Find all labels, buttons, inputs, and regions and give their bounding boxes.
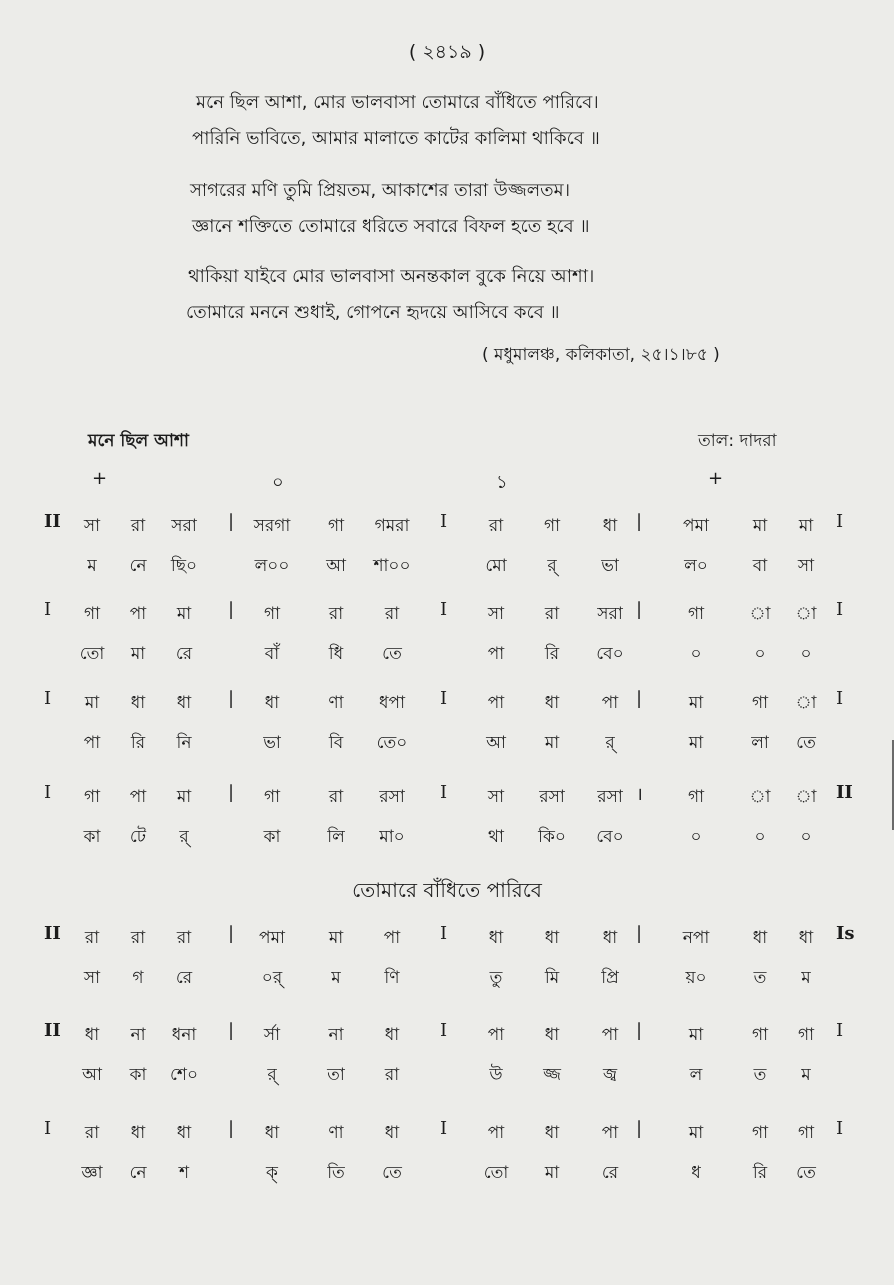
note-cell: ধা (602, 928, 618, 948)
note-cell: রা (544, 604, 560, 624)
lyric-line-5: থাকিয়া যাইবে মোর ভালবাসা অনন্তকাল বুকে নিয়ে আশা। (188, 266, 595, 287)
lyric-syllable: তো (79, 644, 105, 664)
bar-line: I (836, 599, 844, 620)
lyric-syllable: ম (87, 556, 97, 576)
note-cell: সা (487, 787, 505, 807)
bar-line: I (440, 1020, 448, 1041)
notation-note-row (0, 784, 894, 824)
lyric-syllable: নে (129, 1163, 147, 1183)
note-cell: পা (487, 693, 505, 713)
lyric-syllable: ম (331, 968, 341, 988)
notation-note-row (0, 925, 894, 965)
lyric-line-6: তোমারে মননে শুধাই, গোপনে হৃদয়ে আসিবে কবে ॥ (186, 302, 560, 323)
note-cell: রসা (379, 787, 405, 807)
note-cell: গা (751, 693, 769, 713)
bar-line: Is (836, 923, 855, 944)
lyric-syllable: তি (327, 1163, 345, 1183)
note-cell: সরগা (253, 516, 291, 536)
bar-line: | (228, 923, 235, 944)
note-cell: ণা (328, 1123, 344, 1143)
beat-marker-sam: + (92, 468, 108, 489)
note-cell: র্সা (263, 1025, 281, 1045)
note-cell: পা (487, 1025, 505, 1045)
note-cell: রসা (539, 787, 565, 807)
lyric-syllable: থা (488, 827, 504, 847)
bar-line: I (440, 511, 448, 532)
notation-lyric-row (0, 965, 894, 1005)
lyric-syllable: রে (175, 644, 193, 664)
note-cell: রা (328, 787, 344, 807)
page-number: ( ২৪১৯ ) (408, 41, 486, 63)
lyric-syllable: কি০ (538, 827, 566, 847)
note-cell: পা (129, 604, 147, 624)
note-cell: সরা (597, 604, 623, 624)
note-cell: গা (797, 1123, 815, 1143)
note-cell: রা (84, 1123, 100, 1143)
note-cell: ধা (798, 928, 814, 948)
lyric-syllable: ল০ (684, 556, 708, 576)
bar-line: I (44, 599, 52, 620)
bar-line: I (44, 688, 52, 709)
note-cell: ধা (544, 1025, 560, 1045)
note-cell: মা (688, 693, 704, 713)
lyric-line-3: সাগরের মণি তুমি প্রিয়তম, আকাশের তারা উজ্জলতম। (190, 180, 571, 201)
note-cell: মা (798, 516, 814, 536)
lyric-syllable: আ (82, 1065, 102, 1085)
lyric-syllable: ০ (800, 827, 812, 847)
lyric-syllable: গ (132, 968, 144, 988)
bar-line: II (44, 511, 61, 532)
lyric-syllable: ০র্ (261, 968, 283, 988)
lyric-syllable: লা (751, 733, 769, 753)
note-cell: গা (83, 787, 101, 807)
note-cell: রা (488, 516, 504, 536)
lyric-syllable: তে০ (376, 733, 408, 753)
note-cell: গা (263, 787, 281, 807)
lyric-syllable: ০ (690, 644, 702, 664)
beat-marker-khali: ০ (272, 472, 284, 493)
note-cell: রা (176, 928, 192, 948)
note-cell: পা (487, 1123, 505, 1143)
lyric-syllable: আ (486, 733, 506, 753)
note-cell: মা (84, 693, 100, 713)
bar-line: | (228, 1118, 235, 1139)
note-cell: ধা (752, 928, 768, 948)
lyric-syllable: মো (485, 556, 507, 576)
lyric-syllable: ভা (601, 556, 619, 576)
note-cell: ধা (84, 1025, 100, 1045)
notation-lyric-row (0, 730, 894, 770)
lyric-syllable: রে (175, 968, 193, 988)
bar-line: I (440, 599, 448, 620)
bar-line: | (636, 923, 643, 944)
lyric-syllable: ম (801, 1065, 811, 1085)
lyric-syllable: র্ (547, 556, 557, 576)
lyric-line-4: জ্ঞানে শক্তিতে তোমারে ধরিতে সবারে বিফল হতে হবে ॥ (192, 216, 590, 237)
lyric-syllable: বা (752, 556, 768, 576)
note-cell: ধপা (379, 693, 405, 713)
note-cell: া (795, 693, 817, 713)
note-cell: পা (601, 1025, 619, 1045)
note-cell: সা (487, 604, 505, 624)
bar-line: I (44, 782, 52, 803)
lyric-syllable: মা০ (379, 827, 405, 847)
note-cell: ধা (544, 693, 560, 713)
lyric-syllable: তে (382, 1163, 402, 1183)
note-cell: া (795, 604, 817, 624)
note-cell: রা (328, 604, 344, 624)
bar-line: II (836, 782, 853, 803)
note-cell: গা (263, 604, 281, 624)
lyric-syllable: ০ (800, 644, 812, 664)
bar-line: I (836, 1118, 844, 1139)
note-cell: ধা (602, 516, 618, 536)
bar-line: I (440, 923, 448, 944)
bar-line: I (836, 688, 844, 709)
lyric-syllable: বি (328, 733, 344, 753)
source-citation: ( মধুমালঞ্চ, কলিকাতা, ২৫।১।৮৫ ) (482, 345, 720, 365)
lyric-syllable: পা (487, 644, 505, 664)
note-cell: রা (384, 604, 400, 624)
notation-lyric-row (0, 553, 894, 593)
bar-line: । (636, 784, 643, 805)
note-cell: পমা (259, 928, 285, 948)
note-cell: মা (176, 787, 192, 807)
note-cell: ধা (264, 1123, 280, 1143)
lyric-syllable: ০ (754, 827, 766, 847)
note-cell: গা (687, 604, 705, 624)
note-cell: া (749, 787, 771, 807)
note-cell: রা (130, 928, 146, 948)
note-cell: গা (687, 787, 705, 807)
note-cell: রা (130, 516, 146, 536)
note-cell: গা (83, 604, 101, 624)
lyric-syllable: তে (796, 1163, 816, 1183)
lyric-syllable: লি (327, 827, 345, 847)
note-cell: ধা (384, 1123, 400, 1143)
note-cell: গা (543, 516, 561, 536)
notation-note-row (0, 513, 894, 553)
lyric-syllable: ধ (691, 1163, 701, 1183)
lyric-syllable: ম (801, 968, 811, 988)
note-cell: গা (751, 1025, 769, 1045)
lyric-syllable: রে (601, 1163, 619, 1183)
note-cell: পা (601, 1123, 619, 1143)
bar-line: | (636, 1118, 643, 1139)
lyric-syllable: রা (384, 1065, 400, 1085)
lyric-syllable: শ (178, 1163, 190, 1183)
bar-line: | (636, 599, 643, 620)
lyric-syllable: র্ (267, 1065, 277, 1085)
notation-lyric-row (0, 1160, 894, 1200)
bar-line: | (228, 782, 235, 803)
lyric-syllable: তে (796, 733, 816, 753)
bar-line: | (228, 599, 235, 620)
note-cell: পা (601, 693, 619, 713)
note-cell: ধনা (171, 1025, 197, 1045)
bar-line: I (44, 1118, 52, 1139)
lyric-line-2: পারিনি ভাবিতে, আমার মালাতে কাটের কালিমা থাকিবে ॥ (192, 128, 600, 149)
notation-lyric-row (0, 641, 894, 681)
lyric-syllable: তে (382, 644, 402, 664)
taal-label: তাল: দাদরা (698, 431, 777, 451)
lyric-syllable: বে০ (596, 827, 624, 847)
bar-line: I (440, 688, 448, 709)
lyric-syllable: বে০ (596, 644, 624, 664)
note-cell: ণা (328, 693, 344, 713)
note-cell: গমরা (374, 516, 410, 536)
lyric-syllable: র্ (179, 827, 189, 847)
note-cell: গা (751, 1123, 769, 1143)
notation-note-row (0, 1022, 894, 1062)
song-title: মনে ছিল আশা (88, 431, 189, 451)
lyric-syllable: তো (483, 1163, 509, 1183)
note-cell: ধা (544, 928, 560, 948)
note-cell: নপা (682, 928, 710, 948)
lyric-syllable: জ্জ (543, 1065, 561, 1085)
lyric-syllable: মা (544, 733, 560, 753)
lyric-syllable: ল (689, 1065, 703, 1085)
lyric-syllable: ক্ (266, 1163, 278, 1183)
beat-marker-sam-repeat: + (708, 468, 724, 489)
lyric-syllable: ছি০ (170, 556, 198, 576)
note-cell: গা (797, 1025, 815, 1045)
note-cell: রা (84, 928, 100, 948)
note-cell: মা (752, 516, 768, 536)
note-cell: ধা (130, 1123, 146, 1143)
lyric-syllable: ধি (328, 644, 344, 664)
note-cell: না (130, 1025, 146, 1045)
lyric-syllable: কা (129, 1065, 147, 1085)
lyric-syllable: তু (489, 968, 503, 988)
note-cell: া (749, 604, 771, 624)
bar-line: I (440, 1118, 448, 1139)
note-cell: পমা (683, 516, 709, 536)
lyric-syllable: আ (326, 556, 346, 576)
note-cell: মা (328, 928, 344, 948)
lyric-syllable: মা (544, 1163, 560, 1183)
lyric-syllable: সা (797, 556, 815, 576)
bar-line: I (836, 511, 844, 532)
bar-line: I (836, 1020, 844, 1041)
lyric-syllable: প্রি (601, 968, 619, 988)
bar-line: | (636, 511, 643, 532)
lyric-syllable: মা (688, 733, 704, 753)
note-cell: মা (688, 1025, 704, 1045)
bar-line: | (636, 688, 643, 709)
lyric-syllable: কা (83, 827, 101, 847)
bar-line: | (228, 511, 235, 532)
note-cell: ধা (544, 1123, 560, 1143)
note-cell: রসা (597, 787, 623, 807)
bar-line: | (228, 688, 235, 709)
lyric-syllable: ০ (754, 644, 766, 664)
note-cell: ধা (488, 928, 504, 948)
beat-marker-one: ১ (496, 472, 508, 493)
note-cell: া (795, 787, 817, 807)
lyric-syllable: কা (263, 827, 281, 847)
lyric-syllable: ০ (690, 827, 702, 847)
notation-note-row (0, 1120, 894, 1160)
lyric-syllable: নে (129, 556, 147, 576)
notation-lyric-row (0, 1062, 894, 1102)
lyric-syllable: উ (489, 1065, 503, 1085)
lyric-syllable: নি (176, 733, 192, 753)
note-cell: গা (327, 516, 345, 536)
lyric-syllable: মি (544, 968, 560, 988)
note-cell: পা (129, 787, 147, 807)
notation-lyric-row (0, 824, 894, 864)
section-heading: তোমারে বাঁধিতে পারিবে (352, 878, 542, 902)
lyric-syllable: ণি (384, 968, 400, 988)
lyric-syllable: জ্ঞা (81, 1163, 103, 1183)
lyric-syllable: রি (130, 733, 146, 753)
lyric-syllable: র্ (605, 733, 615, 753)
lyric-syllable: ভা (263, 733, 281, 753)
lyric-syllable: পা (83, 733, 101, 753)
note-cell: ধা (130, 693, 146, 713)
lyric-syllable: ত (753, 1065, 767, 1085)
lyric-syllable: শা০০ (373, 556, 411, 576)
lyric-syllable: টে (129, 827, 147, 847)
lyric-syllable: রি (544, 644, 560, 664)
bar-line: | (228, 1020, 235, 1041)
lyric-syllable: য়০ (685, 968, 707, 988)
note-cell: ধা (176, 1123, 192, 1143)
lyric-line-1: মনে ছিল আশা, মোর ভালবাসা তোমারে বাঁধিতে পারিবে। (196, 92, 599, 113)
note-cell: ধা (264, 693, 280, 713)
lyric-syllable: শে০ (169, 1065, 199, 1085)
note-cell: ধা (176, 693, 192, 713)
lyric-syllable: সা (83, 968, 101, 988)
bar-line: II (44, 1020, 61, 1041)
note-cell: ধা (384, 1025, 400, 1045)
note-cell: না (328, 1025, 344, 1045)
note-cell: সরা (171, 516, 197, 536)
notation-note-row (0, 601, 894, 641)
lyric-syllable: তা (327, 1065, 345, 1085)
lyric-syllable: রি (752, 1163, 768, 1183)
bar-line: | (636, 1020, 643, 1041)
notation-note-row (0, 690, 894, 730)
lyric-syllable: বাঁ (264, 644, 280, 664)
note-cell: পা (383, 928, 401, 948)
note-cell: মা (688, 1123, 704, 1143)
lyric-syllable: মা (130, 644, 146, 664)
lyric-syllable: ল০০ (254, 556, 290, 576)
bar-line: II (44, 923, 61, 944)
bar-line: I (440, 782, 448, 803)
note-cell: মা (176, 604, 192, 624)
lyric-syllable: ত (753, 968, 767, 988)
note-cell: সা (83, 516, 101, 536)
lyric-syllable: জ্ব (602, 1065, 618, 1085)
